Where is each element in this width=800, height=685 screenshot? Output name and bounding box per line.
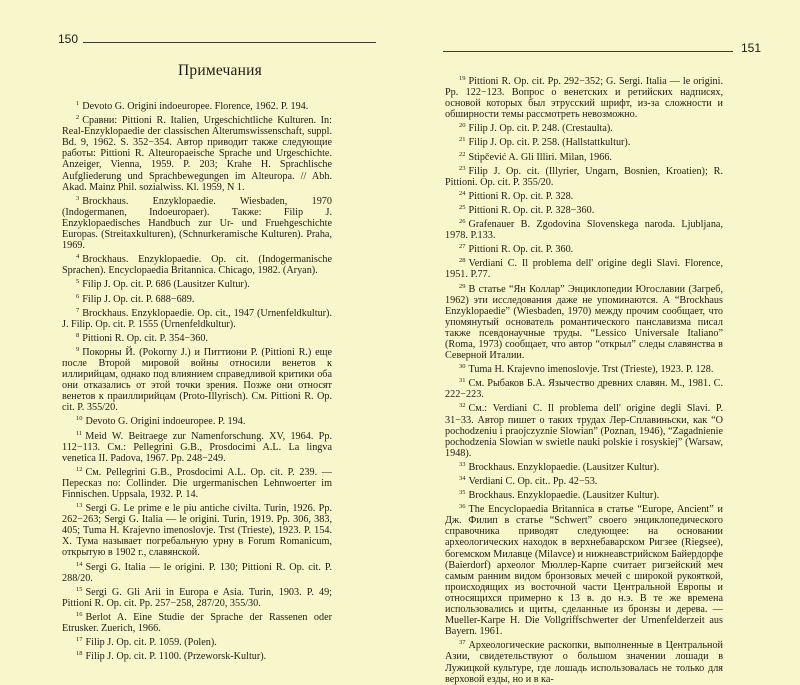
footnote-number: 6 [76, 292, 80, 300]
footnote-number: 22 [459, 150, 466, 158]
footnote-text: The Encyclopaedia Britannica в статье “Europe, Ancient” и Дж. Филип в статье “Schwert” своего энциклопедического справочника приводят следующее: на основании археологических находок в верхнебаварском Ригзее (Riegsee), богемском Милавце (Milavce) и нижнеавстрийском Байердорфе (Baierdorf) археолог Мюллер-Карпе считает ригзейский меч самым ранним видом бронзовых мечей с широкой рукояткой, происходящих из восточной части Центральной Европы и относящихся примерно к 13 в. до н.э. В те же времена использовались и щиты, сделанные из бронзы и дерева. — Mueller-Karpe H. Die Vollgriffschwerter der Urnenfelderzeit aus Bayern. 1961. [445, 504, 723, 638]
footnote-text: Meid W. Beitraege zur Namenforschung. XV, 1964. Pp. 112−113. См.: Pellegrini G.B., Prosdocimi A.L. La lingva venetica II. Padova, 1967. Pp. 248−249. [62, 430, 332, 464]
footnote-text: В статье “Ян Коллар” Энциклопедии Югославии (Загреб, 1962) эти исследования даже не упоминаются. А “Brockhaus Enzyklopaedie” (Wiesbaden, 1970) между прочим сообщает, что упомянутый основатель романтического панславизма писал также псевдонаучные труды. “Lessico Universale Italiano” (Roma, 1973) сообщает, что автор “открыл” следы славянства в Северной Италии. [445, 283, 723, 362]
footnote-text: Stipčević A. Gli Illiri. Milan, 1966. [468, 151, 612, 163]
footnote [445, 134, 723, 148]
footnote-text: Brockhaus. Enzyklopaedie. (Lausitzer Kultur). [468, 490, 660, 502]
footnote-number: 3 [76, 194, 80, 202]
footnote-number: 30 [459, 363, 466, 371]
footnote-number: 25 [459, 203, 466, 211]
footnote-number: 10 [76, 415, 83, 423]
footnote [445, 188, 723, 202]
footnote [445, 400, 723, 458]
footnote-number: 21 [459, 136, 466, 144]
footnote-number: 2 [76, 114, 80, 122]
footnote-text: Filip J. Op. cit. P. 1100. (Przeworsk-Kultur). [85, 651, 267, 663]
footnote [62, 112, 332, 193]
footnote [445, 501, 723, 637]
footnote-number: 33 [459, 460, 466, 468]
footnote-text: Devoto G. Origini indoeuropee. P. 194. [85, 416, 246, 428]
notes-list [62, 98, 332, 662]
footnote-text: Sergi G. Le prime e le piu antiche civilta. Turin, 1926. Pp. 262−263; Sergi G. Italia — le origini. Turin, 1919. Pp. 306, 383, 405; Tuma H. Krajevno imenoslovje. Trst (Trieste), 1923. P. 154. X. Тума называет погребальную урну в Forum Romanicum, открытую в 1902 г., славянской. [62, 503, 332, 559]
footnote-number: 12 [76, 465, 83, 473]
footnote-number: 8 [76, 331, 80, 339]
footnote [62, 98, 332, 112]
footnote-number: 28 [459, 257, 466, 265]
footnote [445, 473, 723, 487]
footnote-text: Filip J. Op. cit. P. 258. (Hallstattkultur). [468, 137, 631, 149]
footnote-number: 7 [76, 306, 80, 314]
footnote [445, 202, 723, 216]
footnote-text: Filip J. Op. cit. (Illyrier, Ungarn, Bosnien, Kroatien); R. Pittioni. Op. cit. P. 355/20. [445, 165, 723, 188]
footnote [62, 413, 332, 427]
footnote-number: 23 [459, 164, 466, 172]
footnote-number: 17 [76, 636, 83, 644]
footnote [62, 584, 332, 609]
footnote-text: Pittioni R. Op. cit. Pp. 292−352; G. Sergi. Italia — le origini. Pp. 122−123. Вопрос о венетских и ретийских надписях, основой которых был этрусский шрифт, из-за сложности и обширности темы рассмотреть невозможно. [445, 76, 723, 121]
footnote-number: 34 [459, 475, 466, 482]
footnote [62, 464, 332, 500]
footnote-number: 27 [459, 243, 466, 251]
footnote-number: 26 [459, 218, 466, 226]
left-page-header [58, 33, 376, 45]
footnote-text: Filip J. Op. cit. P. 248. (Crestaulta). [468, 123, 613, 135]
footnote-number: 9 [76, 345, 80, 353]
footnote [62, 648, 332, 662]
footnote [62, 428, 332, 464]
footnote-number: 32 [459, 402, 466, 410]
footnote [445, 73, 723, 120]
footnote-number: 24 [459, 189, 466, 197]
page-number: 151 [740, 41, 761, 55]
footnote-text: Sergi G. Italia — le origini. P. 130; Pittioni R. Op. cit. P. 288/20. [62, 561, 332, 584]
footnote-number: 35 [459, 489, 466, 497]
footnote-text: См.: Verdiani C. Il problema dell' origine degli Slavi. P. 31−33. Автор пишет о таких трудах Лер-Сплавиньски, как “O pochodzeniu i praojczyznie Slowian” (Poznan, 1946), “Zagadnienie pochodzenia Slowian w swietle nauki polskie i rosyskiej” (Warsaw, 1948). [445, 403, 723, 459]
footnote-text: Pittioni R. Op. cit. P. 354−360. [82, 332, 208, 344]
footnote-number: 13 [76, 502, 83, 510]
footnote-number: 36 [459, 503, 466, 511]
footnote-number: 1 [76, 100, 80, 107]
footnote-number: 5 [76, 278, 80, 286]
footnote-text: Devoto G. Origini indoeuropee. Florence, 1962. P. 194. [82, 101, 309, 112]
footnote [445, 375, 723, 400]
footnote [62, 634, 332, 648]
footnote-number: 31 [459, 377, 466, 385]
footnote-text: Pittioni R. Op. cit. P. 360. [468, 244, 574, 256]
left-page [0, 0, 400, 663]
footnote [62, 330, 332, 344]
footnote-text: Pittioni R. Op. cit. P. 328. [468, 190, 574, 202]
footnote [445, 163, 723, 188]
footnote-number: 37 [459, 639, 466, 647]
footnote [445, 487, 723, 501]
footnote [445, 241, 723, 255]
footnote-text: Verdiani C. Op. cit.. Pp. 42−53. [468, 476, 598, 487]
footnote [62, 500, 332, 558]
footnote-number: 14 [76, 560, 83, 568]
footnote-text: Археологические раскопки, выполненные в Центральной Азии, свидетельствуют о большом значении лошади в Лужицкой культуре, где лошадь использовалась не только для верховой езды, но и в ка- [445, 640, 723, 685]
footnote [62, 193, 332, 251]
footnote-text: Filip J. Op. cit. P. 1059. (Polen). [85, 637, 217, 649]
notes-list [445, 73, 723, 685]
footnote-text: См. Рыбаков Б.А. Язычество древних славян. М., 1981. С. 222−223. [445, 378, 723, 401]
footnote-text: См. Pellegrini G.B., Prosdocimi A.L. Op. cit. P. 239. — Пересказ по: Collinder. Die urgermanischen Lehnwoerter im Finnischen. Uppsala, 1932. P. 14. [62, 466, 332, 500]
footnote [62, 305, 332, 330]
right-page [400, 0, 800, 685]
footnote-text: Filip J. Op. cit. P. 688−689. [82, 293, 195, 305]
header-rule [83, 42, 376, 43]
footnote [445, 149, 723, 163]
footnote-text: Verdiani C. Il problema dell' origine degli Slavi. Florence, 1951. P.77. [445, 258, 723, 281]
footnote [445, 637, 723, 684]
footnote-number: 15 [76, 585, 83, 593]
footnote-text: Grafenauer B. Zgodovina Slovenskega naroda. Ljubljana, 1978. P.133. [445, 219, 723, 242]
footnote [445, 216, 723, 241]
footnote-number: 16 [76, 610, 83, 618]
footnote [445, 361, 723, 375]
footnote-text: Brockhaus. Enzyklopaedie. Op. cit. (Indogermanische Sprachen). Encyclopaedia Britannica. Chicago, 1982. (Aryan). [62, 254, 332, 277]
page-number: 150 [58, 32, 79, 46]
footnote [62, 344, 332, 414]
footnote-number: 4 [76, 253, 80, 261]
footnote [445, 281, 723, 362]
footnote [445, 459, 723, 473]
footnote-text: Brockhaus. Enzyklopaedie. Op. cit., 1947 (Urnenfeldkultur). J. Filip. Op. cit. P. 1555 (Urnenfeldkultur). [62, 307, 332, 330]
footnote-number: 20 [459, 122, 466, 130]
footnote [445, 255, 723, 280]
footnote-number: 18 [76, 650, 83, 658]
footnote-text: Pittioni R. Op. cit. P. 328−360. [468, 204, 595, 216]
section-title: Примечания [178, 62, 262, 79]
right-page-header [443, 42, 761, 54]
footnote-text: Brockhaus. Enzyklopaedie. (Lausitzer Kultur). [468, 461, 660, 473]
footnote-text: Сравни: Pittioni R. Italien, Urgeschichtliche Kulturen. In: Real-Enzyklopaedie der classischen Alterumswissenschaft, suppl. Bd. 9, 1962. S. 352−354. Автор приводит также следующие работы: Pittioni R. Alteuropaeische Sprache und Urgeschichte. Anzeiger, Vienna, 1959. P. 203; Krahe H. Sprachlische Aufgliederung und Sprachbewegungen im Alteuropa. // Abh. Akad. Mainz Phil. sozialwiss. Kl. 1959, N 1. [62, 115, 332, 193]
footnote [445, 120, 723, 134]
footnote-text: Berlot A. Eine Studie der Sprache der Rassenen oder Etrusker. Zuerich, 1966. [62, 611, 332, 635]
footnote [62, 609, 332, 634]
footnote [62, 276, 332, 290]
footnote-number: 19 [459, 75, 466, 82]
footnote-number: 29 [459, 282, 466, 290]
footnote-text: Filip J. Op. cit. P. 686 (Lausitzer Kultur). [82, 279, 250, 291]
header-rule [443, 51, 733, 52]
footnote-text: Покорны Й. (Pokorny J.) и Питтиони Р. (Pittioni R.) еще после Второй мировой войны относили венетов к иллирийцам, однако под влиянием справедливой критики оба они отказались от этой точки зрения. Позже они относят венетов к праиллирийцам (Proto-Illyrisch). См. Pittioni R. Op. cit. P. 355/20. [62, 346, 332, 414]
footnote [62, 251, 332, 276]
footnote-text: Sergi G. Gli Arii in Europa e Asia. Turin, 1903. P. 49; Pittioni R. Op. cit. Pp. 257−258, 287/20, 355/30. [62, 586, 332, 609]
footnote [62, 291, 332, 305]
footnote-text: Brockhaus. Enzyklopaedie. Wiesbaden, 1970 (Indogermanen, Indoeuropaer). Также: Filip J. Enzyklopaedisches Handbuch zur Ur- und Fruehgeschichte Europas. (Streitaxkulturen), (Schnurkeramische Kulturen). Praha, 1969. [62, 195, 332, 252]
footnote-number: 11 [76, 429, 83, 437]
footnote-text: Tuma H. Krajevno imenoslovje. Trst (Trieste), 1923. P. 128. [468, 364, 714, 376]
footnote [62, 559, 332, 584]
